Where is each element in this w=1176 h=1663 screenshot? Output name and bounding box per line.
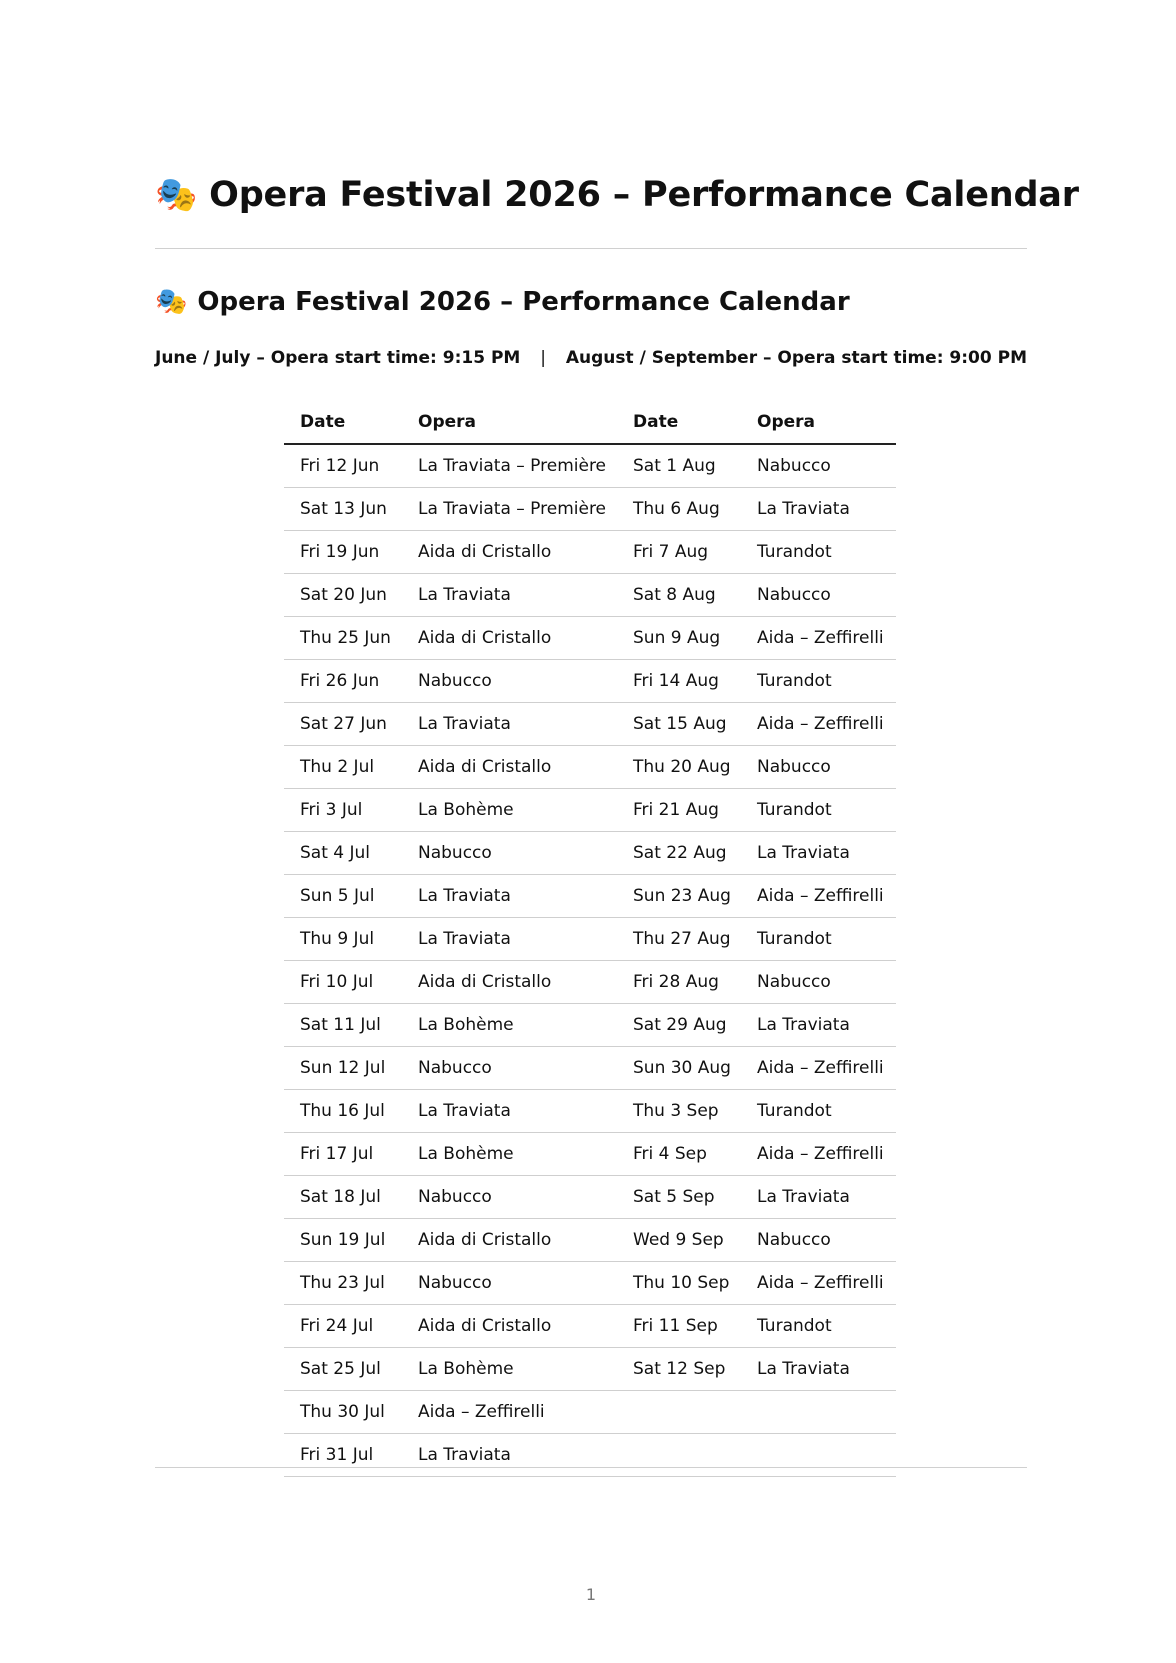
cell-opera-late: Aida – Zeffirelli bbox=[741, 1133, 896, 1176]
page-title bbox=[155, 168, 1079, 222]
cell-date-summer: Fri 24 Jul bbox=[284, 1305, 402, 1348]
cell-opera-summer: Nabucco bbox=[402, 1176, 617, 1219]
cell-opera-late: Aida – Zeffirelli bbox=[741, 703, 896, 746]
cell-opera-late: Aida – Zeffirelli bbox=[741, 1262, 896, 1305]
table-row bbox=[284, 1004, 896, 1047]
cell-opera-summer: Aida di Cristallo bbox=[402, 617, 617, 660]
section-heading bbox=[155, 282, 1027, 322]
cell-date-summer: Fri 31 Jul bbox=[284, 1434, 402, 1477]
cell-date-summer: Fri 3 Jul bbox=[284, 789, 402, 832]
cell-date-late: Sat 22 Aug bbox=[617, 832, 741, 875]
cell-opera-late: La Traviata bbox=[741, 1004, 896, 1047]
cell-opera-late: Aida – Zeffirelli bbox=[741, 617, 896, 660]
cell-date-late: Thu 27 Aug bbox=[617, 918, 741, 961]
cell-opera-late: Turandot bbox=[741, 531, 896, 574]
table-row bbox=[284, 789, 896, 832]
cell-date-late: Fri 4 Sep bbox=[617, 1133, 741, 1176]
cell-date-summer: Fri 26 Jun bbox=[284, 660, 402, 703]
table-row bbox=[284, 1047, 896, 1090]
table-row bbox=[284, 1391, 896, 1434]
table-row bbox=[284, 1305, 896, 1348]
performance-table bbox=[284, 401, 896, 1477]
cell-date-summer: Thu 25 Jun bbox=[284, 617, 402, 660]
cell-opera-late: Nabucco bbox=[741, 444, 896, 488]
cell-date-summer: Thu 9 Jul bbox=[284, 918, 402, 961]
table-row bbox=[284, 746, 896, 789]
cell-date-summer: Fri 10 Jul bbox=[284, 961, 402, 1004]
cell-date-late: Thu 6 Aug bbox=[617, 488, 741, 531]
cell-date-summer: Sun 12 Jul bbox=[284, 1047, 402, 1090]
start-times-line bbox=[155, 344, 1027, 372]
cell-date-late: Thu 3 Sep bbox=[617, 1090, 741, 1133]
cell-opera-late: Aida – Zeffirelli bbox=[741, 875, 896, 918]
cell-opera-summer: La Traviata bbox=[402, 1434, 617, 1477]
cell-date-late: Sun 30 Aug bbox=[617, 1047, 741, 1090]
cell-opera-late: Aida – Zeffirelli bbox=[741, 1047, 896, 1090]
cell-date-late: Thu 10 Sep bbox=[617, 1262, 741, 1305]
footer-divider bbox=[155, 1467, 1027, 1468]
cell-opera-summer: La Traviata bbox=[402, 574, 617, 617]
cell-opera-late bbox=[741, 1434, 896, 1477]
table-row bbox=[284, 531, 896, 574]
cell-opera-late: Turandot bbox=[741, 1090, 896, 1133]
cell-date-late: Fri 28 Aug bbox=[617, 961, 741, 1004]
cell-opera-summer: Aida di Cristallo bbox=[402, 961, 617, 1004]
table-row bbox=[284, 1133, 896, 1176]
table-body bbox=[284, 444, 896, 1477]
cell-date-summer: Fri 19 Jun bbox=[284, 531, 402, 574]
table-row bbox=[284, 660, 896, 703]
table-row bbox=[284, 832, 896, 875]
cell-opera-summer: Nabucco bbox=[402, 660, 617, 703]
cell-opera-summer: Aida di Cristallo bbox=[402, 1219, 617, 1262]
section-heading-text: Opera Festival 2026 – Performance Calendar bbox=[197, 287, 850, 317]
cell-date-summer: Sun 19 Jul bbox=[284, 1219, 402, 1262]
table-row bbox=[284, 875, 896, 918]
theater-masks-icon: 🎭 bbox=[155, 175, 198, 215]
cell-opera-summer: La Bohème bbox=[402, 1348, 617, 1391]
table-row bbox=[284, 1176, 896, 1219]
cell-date-summer: Thu 2 Jul bbox=[284, 746, 402, 789]
table-row bbox=[284, 444, 896, 488]
cell-date-late: Wed 9 Sep bbox=[617, 1219, 741, 1262]
cell-opera-late: La Traviata bbox=[741, 832, 896, 875]
cell-date-late: Fri 11 Sep bbox=[617, 1305, 741, 1348]
cell-opera-summer: Nabucco bbox=[402, 1262, 617, 1305]
cell-opera-summer: La Bohème bbox=[402, 789, 617, 832]
cell-date-summer: Sat 27 Jun bbox=[284, 703, 402, 746]
table-row bbox=[284, 1262, 896, 1305]
cell-opera-summer: Aida di Cristallo bbox=[402, 531, 617, 574]
table-row bbox=[284, 703, 896, 746]
cell-opera-summer: Aida – Zeffirelli bbox=[402, 1391, 617, 1434]
cell-opera-late: Turandot bbox=[741, 1305, 896, 1348]
cell-date-late: Sun 23 Aug bbox=[617, 875, 741, 918]
table-header-row bbox=[284, 401, 896, 444]
cell-date-late: Sat 15 Aug bbox=[617, 703, 741, 746]
cell-opera-summer: Aida di Cristallo bbox=[402, 746, 617, 789]
cell-date-summer: Thu 23 Jul bbox=[284, 1262, 402, 1305]
table-row bbox=[284, 1434, 896, 1477]
cell-date-summer: Sat 4 Jul bbox=[284, 832, 402, 875]
subtitle-separator: | bbox=[540, 348, 546, 368]
cell-opera-summer: La Traviata – Première bbox=[402, 444, 617, 488]
cell-opera-late: Nabucco bbox=[741, 574, 896, 617]
header-date-summer: Date bbox=[284, 401, 402, 444]
cell-opera-late bbox=[741, 1391, 896, 1434]
cell-date-late: Fri 7 Aug bbox=[617, 531, 741, 574]
page-title-text: Opera Festival 2026 – Performance Calendar bbox=[209, 175, 1079, 215]
cell-opera-summer: La Traviata bbox=[402, 875, 617, 918]
cell-opera-late: La Traviata bbox=[741, 488, 896, 531]
cell-opera-summer: Nabucco bbox=[402, 1047, 617, 1090]
cell-opera-summer: La Bohème bbox=[402, 1004, 617, 1047]
cell-date-late: Sun 9 Aug bbox=[617, 617, 741, 660]
cell-opera-summer: La Bohème bbox=[402, 1133, 617, 1176]
table-row bbox=[284, 1219, 896, 1262]
cell-opera-summer: La Traviata bbox=[402, 918, 617, 961]
cell-date-late: Sat 8 Aug bbox=[617, 574, 741, 617]
cell-opera-late: Nabucco bbox=[741, 1219, 896, 1262]
cell-date-late: Sat 29 Aug bbox=[617, 1004, 741, 1047]
cell-opera-summer: Nabucco bbox=[402, 832, 617, 875]
theater-masks-icon: 🎭 bbox=[155, 287, 188, 317]
cell-date-summer: Fri 17 Jul bbox=[284, 1133, 402, 1176]
cell-opera-summer: La Traviata – Première bbox=[402, 488, 617, 531]
header-opera-late: Opera bbox=[741, 401, 896, 444]
page-number: 1 bbox=[585, 1585, 597, 1604]
cell-date-summer: Fri 12 Jun bbox=[284, 444, 402, 488]
cell-date-summer: Sat 20 Jun bbox=[284, 574, 402, 617]
cell-date-summer: Sat 11 Jul bbox=[284, 1004, 402, 1047]
cell-date-summer: Thu 30 Jul bbox=[284, 1391, 402, 1434]
cell-date-late: Sat 5 Sep bbox=[617, 1176, 741, 1219]
cell-opera-late: Turandot bbox=[741, 660, 896, 703]
start-time-june-july: June / July – Opera start time: 9:15 PM bbox=[155, 348, 521, 368]
cell-opera-late: La Traviata bbox=[741, 1348, 896, 1391]
cell-date-late: Sat 12 Sep bbox=[617, 1348, 741, 1391]
table-row bbox=[284, 918, 896, 961]
cell-opera-late: Nabucco bbox=[741, 746, 896, 789]
table-row bbox=[284, 1090, 896, 1133]
cell-opera-summer: La Traviata bbox=[402, 703, 617, 746]
title-divider bbox=[155, 248, 1027, 249]
cell-date-late: Fri 21 Aug bbox=[617, 789, 741, 832]
header-date-late: Date bbox=[617, 401, 741, 444]
cell-opera-late: Turandot bbox=[741, 918, 896, 961]
cell-date-summer: Sat 18 Jul bbox=[284, 1176, 402, 1219]
cell-date-late: Fri 14 Aug bbox=[617, 660, 741, 703]
cell-opera-late: Turandot bbox=[741, 789, 896, 832]
cell-date-summer: Sat 25 Jul bbox=[284, 1348, 402, 1391]
cell-date-late bbox=[617, 1434, 741, 1477]
table-row bbox=[284, 574, 896, 617]
cell-opera-summer: Aida di Cristallo bbox=[402, 1305, 617, 1348]
cell-date-late bbox=[617, 1391, 741, 1434]
table-row bbox=[284, 617, 896, 660]
cell-opera-late: Nabucco bbox=[741, 961, 896, 1004]
table-row bbox=[284, 488, 896, 531]
header-opera-summer: Opera bbox=[402, 401, 617, 444]
cell-date-late: Sat 1 Aug bbox=[617, 444, 741, 488]
document-page bbox=[155, 0, 1079, 1663]
cell-date-summer: Sat 13 Jun bbox=[284, 488, 402, 531]
table-row bbox=[284, 961, 896, 1004]
start-time-aug-sep: August / September – Opera start time: 9:00 PM bbox=[565, 348, 1027, 368]
cell-date-late: Thu 20 Aug bbox=[617, 746, 741, 789]
cell-date-summer: Thu 16 Jul bbox=[284, 1090, 402, 1133]
cell-opera-summer: La Traviata bbox=[402, 1090, 617, 1133]
cell-date-summer: Sun 5 Jul bbox=[284, 875, 402, 918]
cell-opera-late: La Traviata bbox=[741, 1176, 896, 1219]
table-row bbox=[284, 1348, 896, 1391]
